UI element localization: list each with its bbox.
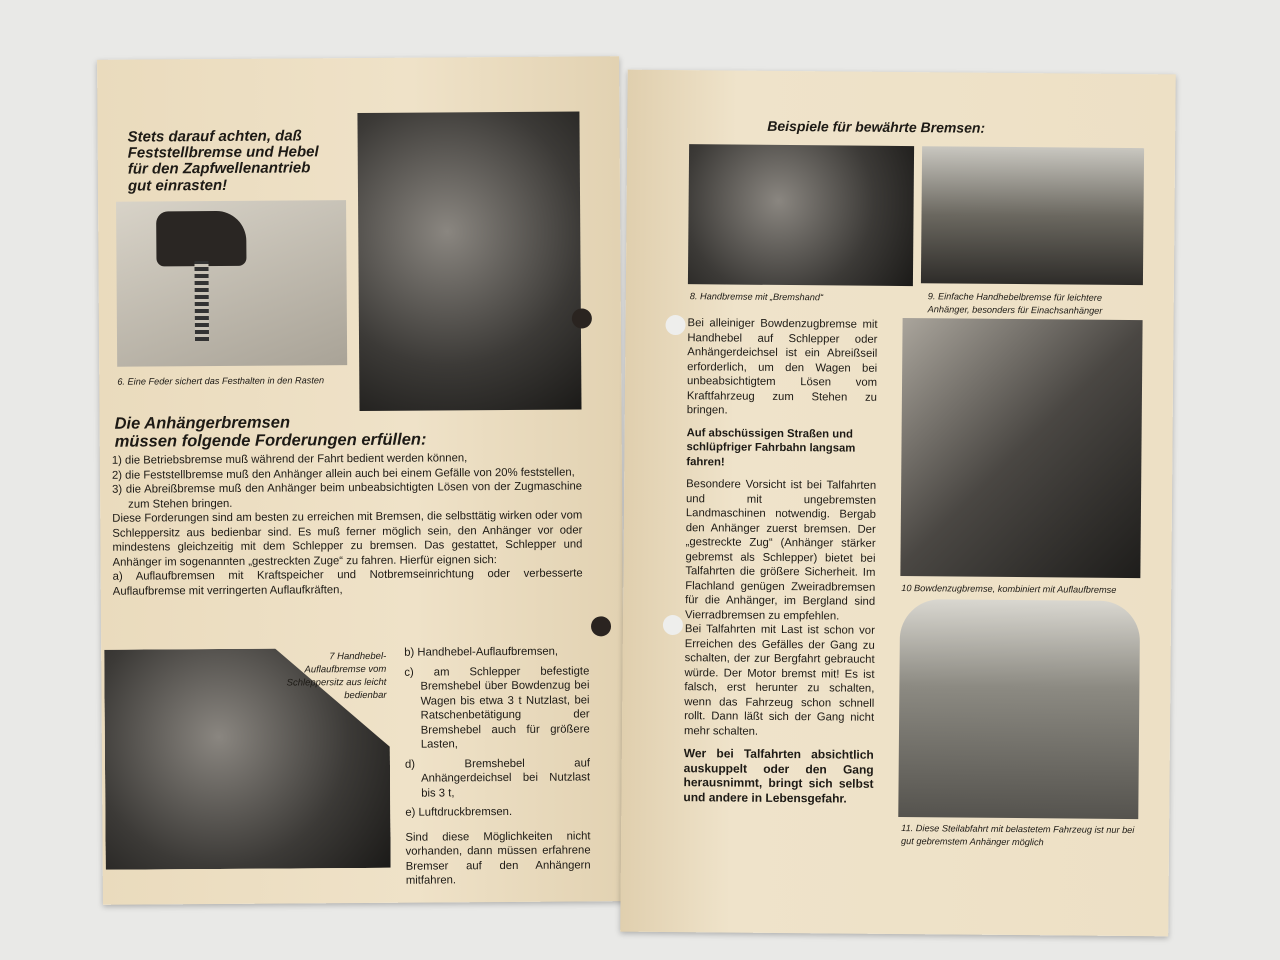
punch-hole <box>665 315 685 335</box>
punch-hole <box>591 616 611 636</box>
photo-8-handbrake <box>688 144 914 286</box>
heading-line: gut einrasten! <box>127 176 228 195</box>
photo-lever-hand <box>357 111 581 411</box>
paragraph-1: Bei alleiniger Bowdenzugbremse mit Handhebel auf Schlepper oder Anhängerdeichsel ist ein Abreißseil erforderlich, um den Wagen bei unbeabsichtigtem Lösen vom Kraftfahrzeug zum Stehen zu bringen. <box>686 317 878 417</box>
option-item: d) Bremshebel auf Anhängerdeichsel bei Nutzlast bis 3 t, <box>404 756 591 800</box>
heading-line: Die Anhängerbremsen <box>114 413 291 433</box>
requirement-item: 2) die Feststellbremse muß den Anhänger allein auch bei einem Gefälle von 20% feststellen, <box>111 466 575 482</box>
requirement-item: 1) die Betriebsbremse muß während der Fahrt bedient werden können, <box>111 452 468 467</box>
heading-line: für den Zapfwellenantrieb <box>127 159 311 178</box>
paragraph-3: Bei Talfahrten mit Last ist schon vor Erreichen des Gefälles der Gang zu schalten, der zur Bergfahrt gebraucht würde. Der Motor bremst mit! Es ist falsch, erst herunter zu schalten, wenn das Fahrzeug schon schnell rollt. Dann läßt sich der Gang nicht mehr schalten. <box>683 623 875 738</box>
photo-10-bowden-brake <box>900 318 1142 578</box>
option-a: a) Auflaufbremsen mit Kraftspeicher und Notbremseinrichtung oder verbesserte Auflaufbremse mit verringerten Auflaufkräften, <box>112 567 583 598</box>
heading-top <box>128 128 368 194</box>
warning-2: Wer bei Talfahrten absichtlich auskuppelt oder den Gang herausnimmt, bringt sich selbst und andere in Lebensgefahr. <box>683 746 874 806</box>
right-page <box>620 70 1176 937</box>
brake-ratchet-drawing <box>116 200 347 367</box>
heading-main <box>115 414 427 452</box>
photo-9-single-axle-trailer <box>921 146 1144 285</box>
paragraph-2: Besondere Vorsicht ist bei Talfahrten und mit ungebremsten Landmaschinen notwendig. Bergab den Anhänger zuerst bremsen. Der „gestreckte Zug“ (Anhänger stärker gebremst als Schlepper) bietet bei Talfahrten die größere Sicherheit. Im Flachland genügen Zweiradbremsen für die Anhänger, im Bergland sind Vierradbremsen zu empfehlen. <box>684 478 877 622</box>
heading-line: Stets darauf achten, daß <box>127 127 302 146</box>
requirement-item: 3) die Abreißbremse muß den Anhänger beim unbeabsichtigten Lösen von der Zugmaschine zum Stehen bringen. <box>112 480 583 511</box>
caption-11: 11. Diese Steilabfahrt mit belastetem Fahrzeug ist nur bei gut gebremstem Anhänger möglich <box>901 823 1135 848</box>
left-page <box>97 56 625 905</box>
heading: Beispiele für bewährte Bremsen: <box>767 117 986 136</box>
photo-11-steep-descent <box>898 599 1140 819</box>
option-item: b) Handhebel-Auflaufbremsen, <box>404 645 559 659</box>
warning-1: Auf abschüssigen Straßen und schlüpfriger Fahrbahn langsam fahren! <box>686 426 856 468</box>
requirements-list <box>112 450 583 598</box>
heading-line: müssen folgende Forderungen erfüllen: <box>114 430 427 451</box>
requirements-paragraph: Diese Forderungen sind am besten zu erreichen mit Bremsen, die selbsttätig wirken oder vom Schleppersitz aus bedienbar sind. Es muß ferner möglich sein, den Anhänger vor oder mindestens gleichzeitig mit dem Schlepper zu bremsen. Das gestattet, Schlepper und Anhänger im sogenannten „gestreckten Zuge“ zu fahren. Hierfür eignen sich: <box>112 509 583 569</box>
caption-8: 8. Handbremse mit „Bremshand“ <box>689 291 824 303</box>
punch-hole <box>572 308 592 328</box>
caption-7: 7 Handhebel-Auflaufbremse vom Schleppersitz aus leicht bedienbar <box>286 650 387 702</box>
caption-10: 10 Bowdenzugbremse, kombiniert mit Auflaufbremse <box>901 583 1117 595</box>
punch-hole <box>663 615 683 635</box>
caption-6: 6. Eine Feder sichert das Festhalten in den Rasten <box>117 375 325 387</box>
heading-line: Feststellbremse und Hebel <box>127 143 319 162</box>
option-item: c) am Schlepper befestigte Bremshebel über Bowdenzug bei Wagen bis etwa 3 t Nutzlast, bei Ratschenbetätigung der Bremshebel auch für größere Lasten, <box>404 664 590 751</box>
text-column <box>683 316 877 806</box>
caption-9: 9. Einfache Handhebelbremse für leichtere Anhänger, besonders für Einachsanhänger <box>927 291 1103 316</box>
option-item: e) Luftdruckbremsen. <box>405 805 513 819</box>
closing-paragraph: Sind diese Möglichkeiten nicht vorhanden, dann müssen erfahrene Bremser auf den Anhängern mitfahren. <box>405 829 591 887</box>
options-list <box>404 644 591 888</box>
